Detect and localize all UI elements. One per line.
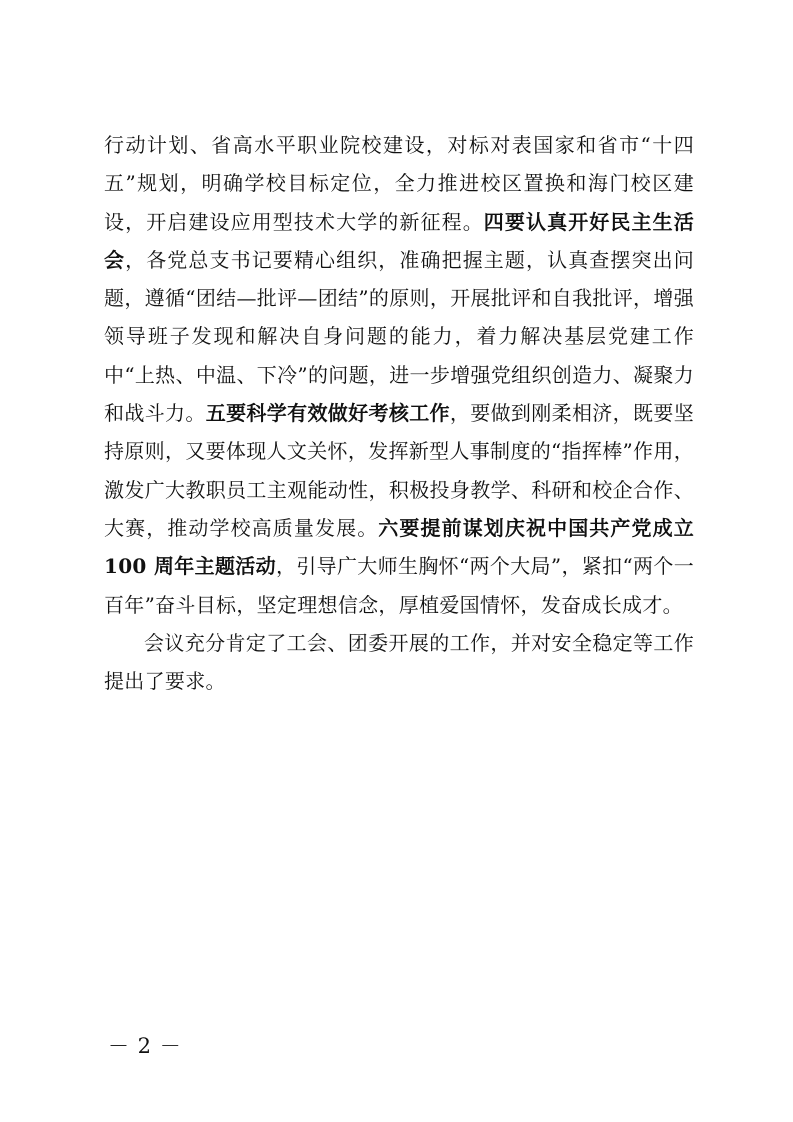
text-segment: 会议充分肯定了工会、团委开展的工作，并对安全稳定等工作提出了要求。	[104, 630, 694, 694]
page-number: － 2 －	[108, 1034, 182, 1058]
paragraph-meeting-summary	[104, 624, 694, 701]
body-text	[104, 126, 694, 700]
text-segment: 行动计划、省高水平职业院校建设，对标对表国家和省市“十四五”规划，明确学校目标定位，全力推进校区置换和海门校区建设，开启建设应用型技术大学的新征程。	[104, 133, 694, 234]
text-segment: ，引导广大师生胸怀“两个大局”，紧扣“两个一百年”奋斗目标，坚定理想信念，厚植爱国情怀，发奋成长成才。	[104, 554, 694, 617]
text-segment: ，要做到刚柔相济，既要坚持原则，又要体现人文关怀，发挥新型人事制度的“指挥棒”作用，激发广大教职员工主观能动性，积极投身教学、科研和校企合作、大赛，推动学校高质量发展。	[104, 401, 694, 540]
paragraph-continued	[104, 126, 694, 624]
bold-point-four: 四要认真开好民主生活会	[104, 209, 694, 272]
bold-point-six: 六要提前谋划庆祝中国共产党成立 100 周年主题活动	[104, 515, 694, 579]
bold-point-five: 五要科学有效做好考核工作	[205, 401, 450, 426]
text-segment: ，各党总支书记要精心组织，准确把握主题，认真查摆突出问题，遵循“团结—批评—团结”的原则，开展批评和自我批评，增强领导班子发现和解决自身问题的能力，着力解决基层党建工作中“上热、中温、下冷”的问题，进一步增强党组织创造力、凝聚力和战斗力。	[104, 247, 694, 426]
